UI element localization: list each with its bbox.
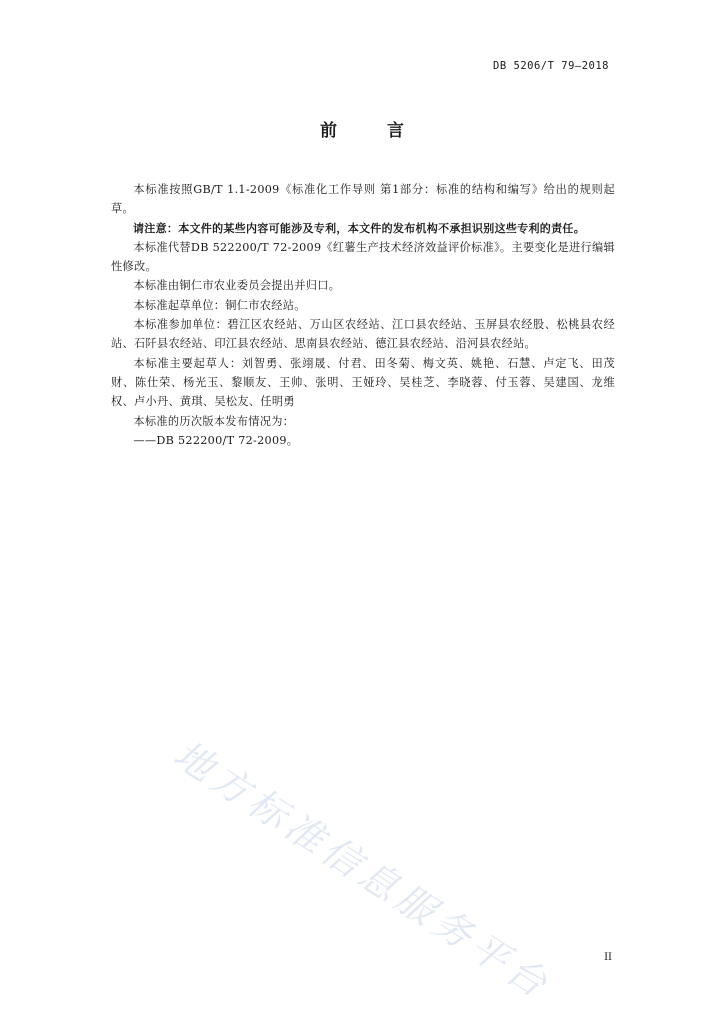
standard-code: DB 5206/T 79—2018 <box>493 60 609 72</box>
paragraph-patent-notice: 请注意：本文件的某些内容可能涉及专利，本文件的发布机构不承担识别这些专利的责任。 <box>133 221 585 235</box>
page-number: II <box>604 952 612 963</box>
paragraph-main-drafters: 本标准主要起草人：刘智勇、张翊晟、付君、田冬菊、梅文英、姚艳、石慧、卢定飞、田茂财、陈仕荣、杨光玉、黎顺友、王帅、张明、王娅玲、吴桂芝、李晓蓉、付玉蓉、吴建国、龙维权、卢小丹、黄琪、吴松友、任明勇 <box>111 356 615 409</box>
paragraph-participating-units: 本标准参加单位：碧江区农经站、万山区农经站、江口县农经站、玉屏县农经股、松桃县农经站、石阡县农经站、印江县农经站、思南县农经站、德江县农经站、沿河县农经站。 <box>111 318 615 351</box>
foreword-body <box>111 180 615 450</box>
paragraph-history-item: ——DB 522200/T 72-2009。 <box>133 433 299 447</box>
watermark: 地方标准信息服务平台 <box>166 731 560 1009</box>
page-title: 前 言 <box>320 121 426 141</box>
paragraph-drafting-rules: 本标准按照GB/T 1.1-2009《标准化工作导则 第1部分：标准的结构和编写》给出的规则起草。 <box>111 183 615 216</box>
paragraph-proposed-by: 本标准由铜仁市农业委员会提出并归口。 <box>133 279 341 293</box>
paragraph-replaces: 本标准代替DB 522200/T 72-2009《红薯生产技术经济效益评价标准》。主要变化是进行编辑性修改。 <box>111 240 615 274</box>
paragraph-drafting-unit: 本标准起草单位：铜仁市农经站。 <box>133 298 306 312</box>
paragraph-history-intro: 本标准的历次版本发布情况为： <box>133 414 295 428</box>
